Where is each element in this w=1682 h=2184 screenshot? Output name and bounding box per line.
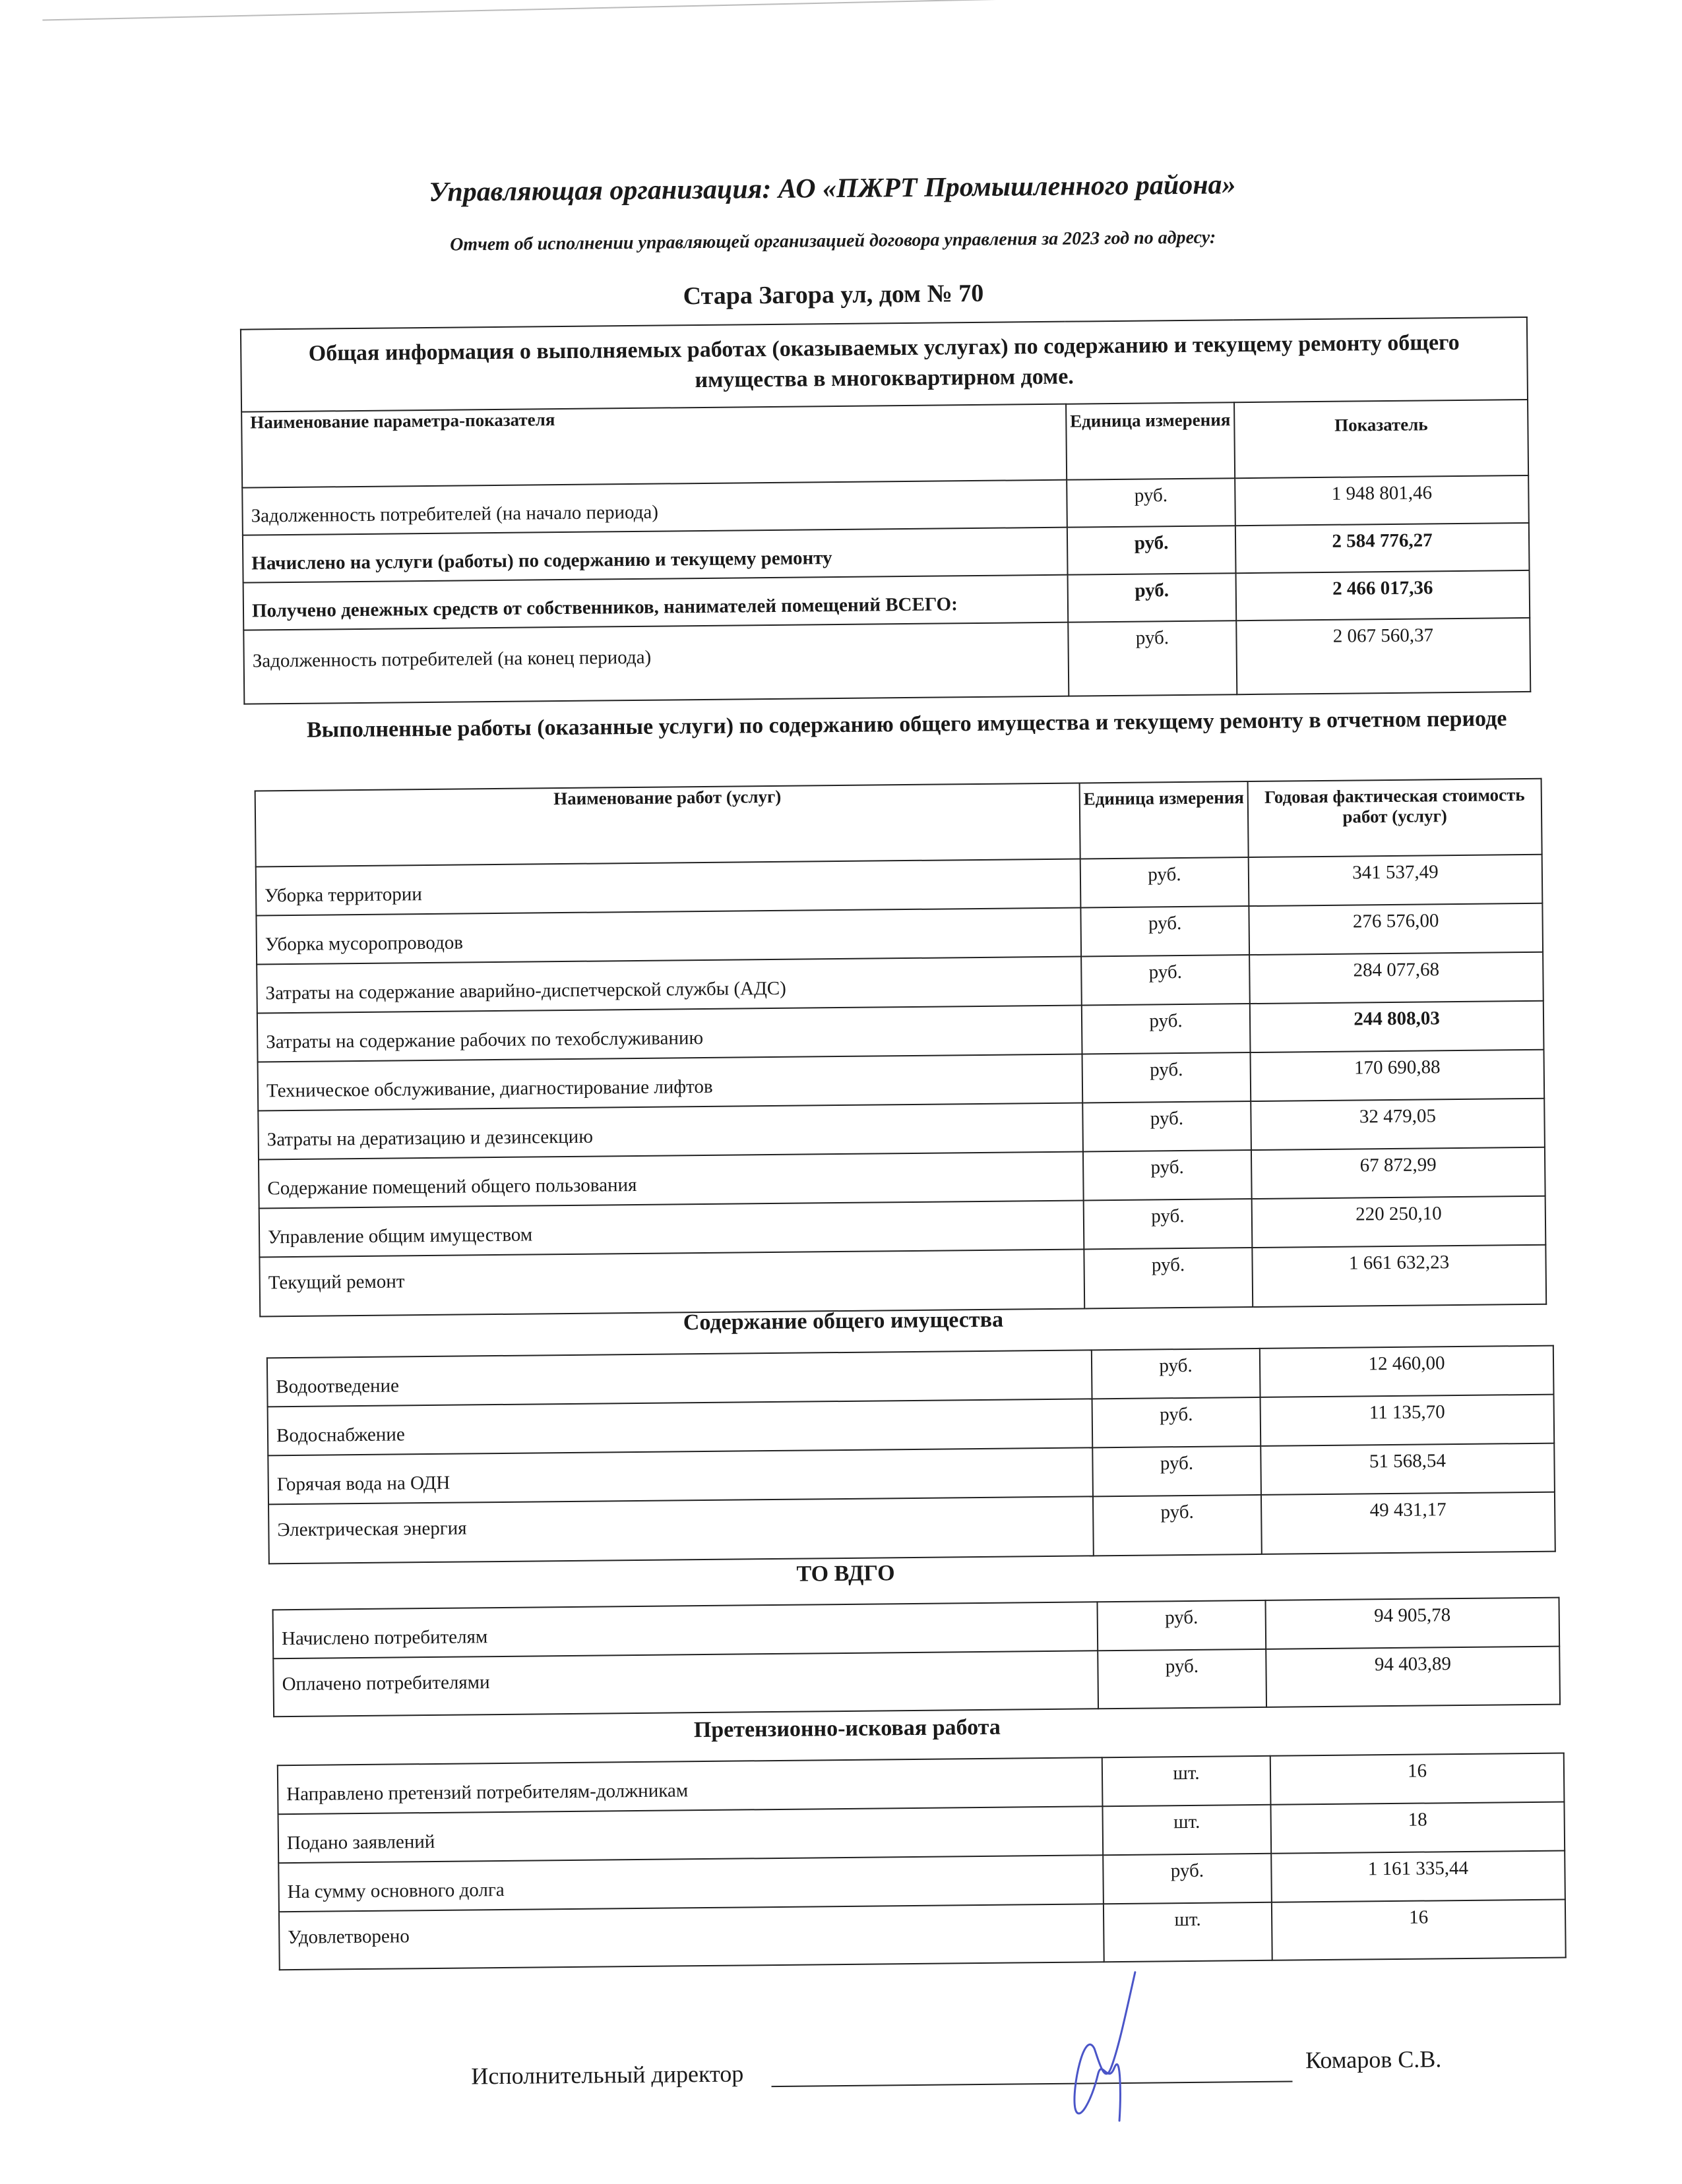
row-name: Подано заявлений [278, 1806, 1104, 1863]
row-name: Задолженность потребителей (на начало периода) [242, 480, 1067, 535]
row-name: Горячая вода на ОДН [268, 1447, 1093, 1504]
table-row [268, 1492, 1555, 1564]
row-name: Водоснабжение [268, 1399, 1093, 1455]
table-header-row [255, 779, 1542, 867]
row-unit: шт. [1102, 1756, 1271, 1806]
column-header: Наименование параметра-показателя [241, 404, 1067, 488]
row-unit: руб. [1103, 1854, 1272, 1904]
common-property-heading: Содержание общего имущества [683, 1307, 1004, 1335]
row-unit: шт. [1104, 1902, 1272, 1962]
row-value: 11 135,70 [1261, 1395, 1555, 1446]
row-value: 284 077,68 [1249, 952, 1543, 1004]
row-name: Управление общим имуществом [259, 1200, 1084, 1257]
row-value: 220 250,10 [1252, 1196, 1546, 1248]
row-name: Начислено на услуги (работы) по содержанию и текущему ремонту [243, 528, 1068, 583]
row-value: 51 568,54 [1261, 1443, 1555, 1495]
row-name: Затраты на дератизацию и дезинсекцию [258, 1103, 1083, 1159]
claims-table [277, 1753, 1567, 1971]
vdgo-table [272, 1597, 1561, 1718]
row-unit: руб. [1084, 1248, 1253, 1308]
row-unit: руб. [1080, 857, 1249, 907]
table-row [279, 1900, 1566, 1970]
row-name: Получено денежных средств от собственников, нанимателей помещений ВСЕГО: [243, 575, 1069, 630]
row-value: 2 067 560,37 [1236, 618, 1530, 694]
row-unit: руб. [1092, 1446, 1261, 1496]
row-name: Уборка территории [256, 859, 1081, 916]
row-value: 2 466 017,36 [1236, 570, 1530, 621]
row-name: Уборка мусоропроводов [256, 907, 1081, 964]
row-name: Удовлетворено [279, 1904, 1104, 1970]
signature-line [772, 2080, 1293, 2087]
column-header: Наименование работ (услуг) [255, 783, 1080, 867]
row-unit: руб. [1083, 1150, 1252, 1200]
row-unit: руб. [1082, 1004, 1251, 1054]
common-property-table [266, 1345, 1556, 1565]
vdgo-heading: ТО ВДГО [796, 1561, 895, 1587]
row-unit: руб. [1068, 621, 1237, 696]
row-unit: руб. [1098, 1649, 1266, 1709]
row-name: Техническое обслуживание, диагностирование лифтов [258, 1054, 1083, 1110]
row-value: 276 576,00 [1249, 903, 1543, 955]
row-unit: руб. [1067, 526, 1236, 574]
scan-edge-line [42, 0, 1658, 21]
row-name: Затраты на содержание рабочих по техобслуживанию [257, 1005, 1082, 1062]
address: Стара Загора ул, дом № 70 [683, 279, 984, 311]
row-value: 1 661 632,23 [1252, 1245, 1546, 1307]
row-name: Водоотведение [267, 1350, 1092, 1407]
column-header: Единица измерения [1066, 402, 1235, 479]
row-unit: руб. [1092, 1349, 1261, 1399]
column-header: Годовая фактическая стоимость работ (услуг) [1248, 779, 1542, 857]
row-name: На сумму основного долга [278, 1855, 1104, 1912]
row-value: 341 537,49 [1249, 855, 1543, 906]
signatory-name: Комаров С.В. [1305, 2046, 1442, 2074]
row-name: Задолженность потребителей (на конец периода) [243, 622, 1069, 704]
row-name: Направлено претензий потребителям-должникам [278, 1757, 1103, 1814]
row-unit: руб. [1068, 573, 1237, 622]
table-row [273, 1647, 1560, 1717]
signature-block [471, 2045, 1461, 2094]
report-title: Отчет об исполнении управляющей организацией договора управления за 2023 год по адресу: [449, 227, 1216, 255]
row-value: 94 905,78 [1265, 1598, 1559, 1649]
row-name: Текущий ремонт [259, 1249, 1084, 1316]
row-value: 244 808,03 [1250, 1001, 1544, 1052]
row-value: 16 [1272, 1900, 1566, 1960]
row-unit: руб. [1082, 1101, 1251, 1151]
row-value: 170 690,88 [1251, 1050, 1545, 1101]
row-unit: руб. [1082, 1052, 1251, 1103]
column-header: Единица измерения [1080, 781, 1249, 859]
row-name: Затраты на содержание аварийно-диспетчерской службы (АДС) [257, 956, 1082, 1013]
column-header: Показатель [1234, 400, 1528, 478]
row-unit: руб. [1067, 478, 1235, 527]
row-name: Оплачено потребителями [273, 1651, 1098, 1716]
row-value: 16 [1270, 1753, 1565, 1805]
row-name: Электрическая энергия [268, 1496, 1094, 1563]
row-unit: шт. [1102, 1805, 1271, 1855]
row-value: 1 948 801,46 [1235, 475, 1529, 526]
row-value: 67 872,99 [1251, 1147, 1545, 1199]
row-value: 2 584 776,27 [1235, 523, 1530, 573]
row-value: 12 460,00 [1260, 1346, 1554, 1397]
works-caption: Выполненные работы (оказанные услуги) по содержанию общего имущества и текущему ремонту в отчетном периоде [306, 706, 1507, 743]
table-row [243, 618, 1530, 704]
row-unit: руб. [1084, 1199, 1253, 1249]
row-unit: руб. [1081, 955, 1250, 1005]
row-unit: руб. [1097, 1600, 1266, 1651]
row-name: Содержание помещений общего пользования [259, 1151, 1084, 1208]
table-header-row [241, 400, 1528, 488]
row-value: 1 161 335,44 [1271, 1851, 1565, 1902]
row-value: 49 431,17 [1261, 1492, 1555, 1554]
row-value: 32 479,05 [1251, 1099, 1545, 1150]
row-value: 18 [1270, 1802, 1565, 1854]
row-value: 94 403,89 [1266, 1647, 1560, 1707]
row-unit: руб. [1093, 1495, 1262, 1556]
row-unit: руб. [1080, 906, 1249, 956]
general-info-table [240, 317, 1531, 705]
organization-title: Управляющая организация: АО «ПЖРТ Промышленного района» [429, 169, 1236, 208]
row-name: Начислено потребителям [273, 1602, 1098, 1658]
works-table [255, 778, 1547, 1318]
claims-heading: Претензионно-исковая работа [693, 1714, 1001, 1743]
row-unit: руб. [1092, 1397, 1261, 1447]
general-info-caption: Общая информация о выполняемых работах (оказываемых услугах) по содержанию и текущему ремонту общего имущества в многоквартирном доме. [241, 317, 1528, 412]
signatory-position: Исполнительный директор [471, 2060, 744, 2090]
handwritten-signature-icon [1057, 1969, 1151, 2128]
